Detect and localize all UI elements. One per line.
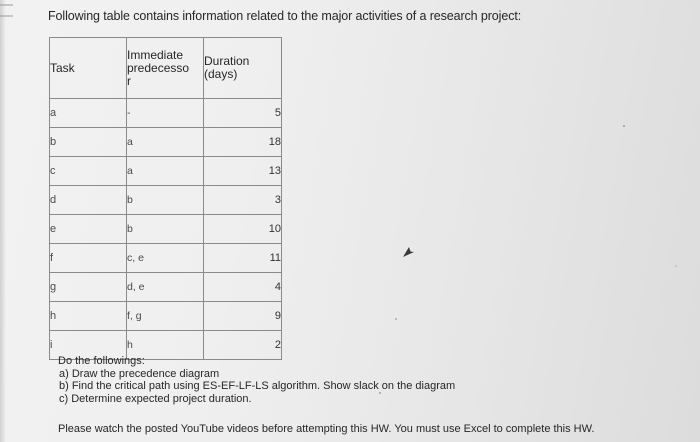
instruction-item: a) Draw the precedence diagram bbox=[59, 367, 220, 380]
instruction-item: c) Determine expected project duration. bbox=[59, 392, 252, 405]
table-header-row bbox=[50, 38, 282, 99]
header-duration-line1: Duration bbox=[204, 54, 250, 68]
table-row bbox=[50, 186, 282, 215]
duration-cell: 13 bbox=[204, 157, 282, 186]
table-row bbox=[50, 99, 282, 128]
predecessor-cell: a bbox=[127, 157, 204, 186]
predecessor-cell: a bbox=[127, 128, 204, 157]
duration-cell: 3 bbox=[204, 186, 282, 215]
instructions-intro: Do the followings: bbox=[58, 355, 145, 367]
task-cell: h bbox=[50, 302, 127, 331]
task-cell: f bbox=[50, 244, 127, 273]
predecessor-cell: b bbox=[127, 186, 204, 215]
task-cell: g bbox=[50, 273, 127, 302]
table-row bbox=[50, 215, 282, 244]
page-edge-shadow bbox=[0, 0, 6, 442]
activities-table bbox=[49, 37, 282, 360]
header-predecessor-line2: predecesso bbox=[127, 60, 190, 75]
header-predecessor-line3: r bbox=[127, 73, 131, 88]
table-row bbox=[50, 128, 282, 157]
duration-cell: 10 bbox=[204, 215, 282, 244]
predecessor-cell: - bbox=[127, 99, 204, 128]
header-duration-line2: (days) bbox=[204, 67, 238, 81]
task-cell: d bbox=[50, 186, 127, 215]
predecessor-cell: h bbox=[127, 331, 204, 360]
header-predecessor bbox=[127, 38, 204, 99]
duration-cell: 5 bbox=[204, 99, 282, 128]
header-task bbox=[50, 38, 127, 99]
duration-cell: 2 bbox=[204, 331, 282, 360]
task-cell: e bbox=[50, 215, 127, 244]
duration-cell: 11 bbox=[204, 244, 282, 273]
header-duration bbox=[204, 38, 282, 99]
instruction-item: b) Find the critical path using ES-EF-LF-LS algorithm. Show slack on the diagram bbox=[59, 380, 456, 392]
task-cell: i bbox=[50, 331, 127, 360]
predecessor-cell: f, g bbox=[127, 302, 204, 331]
table-row bbox=[50, 157, 282, 186]
table-row bbox=[50, 273, 282, 302]
table-row bbox=[50, 302, 282, 331]
page-heading: Following table contains information related to the major activities of a research project: bbox=[48, 9, 522, 23]
duration-cell: 18 bbox=[204, 128, 282, 157]
header-task-label: Task bbox=[50, 60, 75, 75]
table-row bbox=[50, 244, 282, 273]
task-cell: a bbox=[50, 99, 127, 128]
predecessor-cell: b bbox=[127, 215, 204, 244]
homework-note: Please watch the posted YouTube videos before attempting this HW. You must use Excel to complete this HW. bbox=[58, 423, 595, 435]
pointer-arrow-icon bbox=[400, 243, 416, 261]
duration-cell: 4 bbox=[204, 273, 282, 302]
scan-edge-marks bbox=[0, 0, 20, 30]
predecessor-cell: c, e bbox=[127, 244, 204, 273]
predecessor-cell: d, e bbox=[127, 273, 204, 302]
header-predecessor-line1: Immediate bbox=[127, 47, 184, 62]
task-cell: b bbox=[50, 128, 127, 157]
task-cell: c bbox=[50, 157, 127, 186]
duration-cell: 9 bbox=[204, 302, 282, 331]
instructions-block bbox=[58, 355, 455, 405]
